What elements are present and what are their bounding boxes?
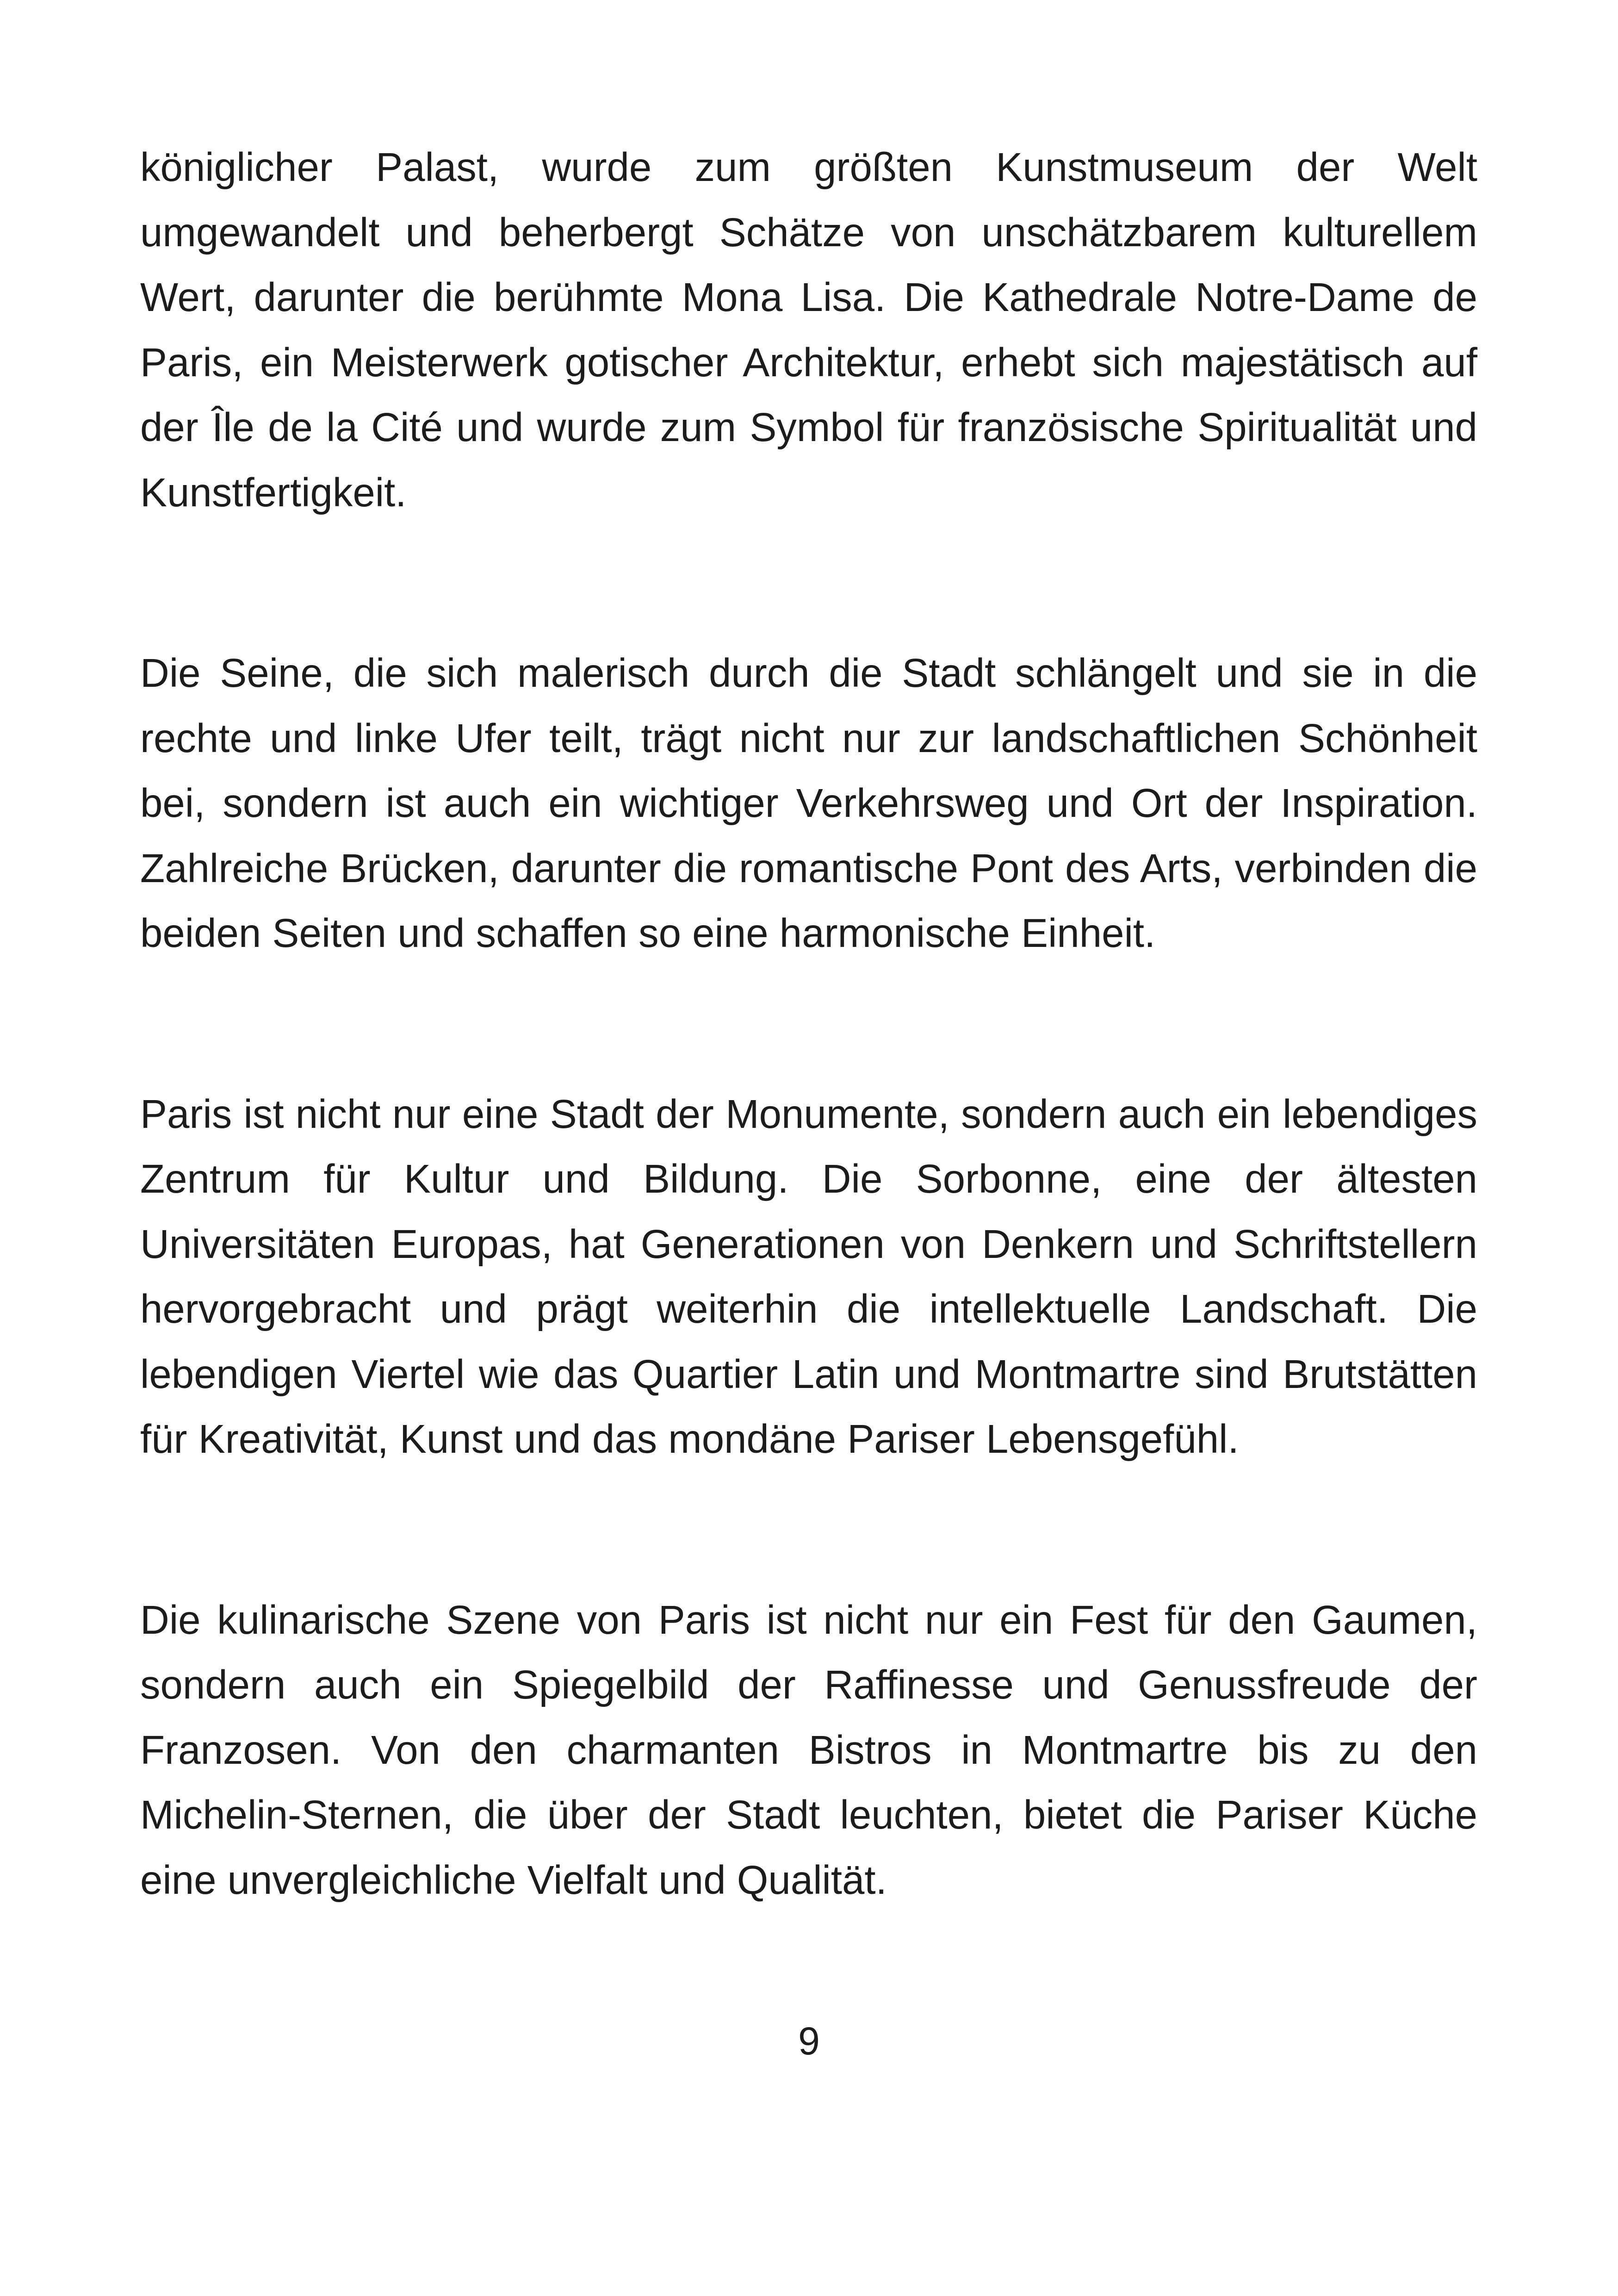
page-body (140, 135, 1477, 2028)
paragraph-seine: Die Seine, die sich malerisch durch die Stadt schlängelt und sie in die rechte und linke Ufer teilt, trägt nicht nur zur landschaftlichen Schönheit bei, sondern ist auch ein wichtiger Verkehrsweg und Ort der Inspiration. Zahlreiche Brücken, darunter die romantische Pont des Arts, verbinden die beiden Seiten und schaffen so eine harmonische Einheit. (140, 651, 1477, 956)
paragraph-louvre-notre-dame: königlicher Palast, wurde zum größten Kunstmuseum der Welt umgewandelt und beherbergt Schätze von unschätzbarem kulturellem Wert, darunter die berühmte Mona Lisa. Die Kathedrale Notre-Dame de Paris, ein Meisterwerk gotischer Architektur, erhebt sich majestätisch auf der Île de la Cité und wurde zum Symbol für französische Spiritualität und Kunstfertigkeit. (140, 145, 1477, 515)
paragraph-culture-education: Paris ist nicht nur eine Stadt der Monumente, sondern auch ein lebendiges Zentrum für Kultur und Bildung. Die Sorbonne, eine der ältesten Universitäten Europas, hat Generationen von Denkern und Schriftstellern hervorgebracht und prägt weiterhin die intellektuelle Landschaft. Die lebendigen Viertel wie das Quartier Latin und Montmartre sind Brutstätten für Kreativität, Kunst und das mondäne Pariser Lebensgefühl. (140, 1091, 1477, 1462)
paragraph-cuisine: Die kulinarische Szene von Paris ist nicht nur ein Fest für den Gaumen, sondern auch ein Spiegelbild der Raffinesse und Genussfreude der Franzosen. Von den charmanten Bistros in Montmartre bis zu den Michelin-Sternen, die über der Stadt leuchten, bietet die Pariser Küche eine unvergleichliche Vielfalt und Qualität. (140, 1597, 1477, 1903)
page-number: 9 (798, 2019, 820, 2063)
